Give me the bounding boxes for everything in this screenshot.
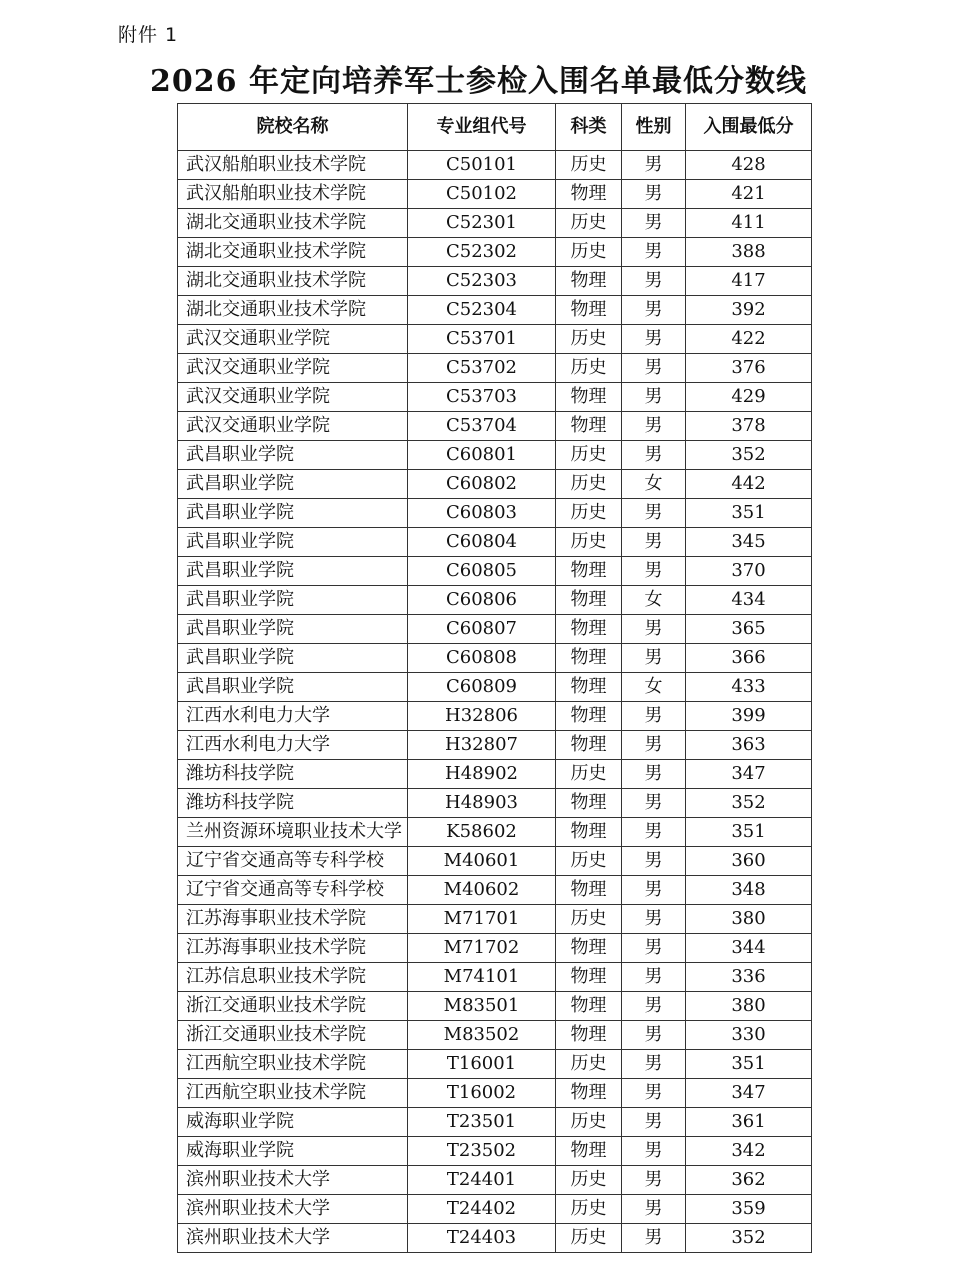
- cell-gender: 男: [622, 615, 686, 644]
- cell-group-code: T16002: [408, 1079, 556, 1108]
- cell-gender: 男: [622, 499, 686, 528]
- table-row: [178, 1166, 812, 1195]
- cell-school-name: 武昌职业学院: [178, 528, 408, 557]
- cell-gender: 男: [622, 1050, 686, 1079]
- table-row: [178, 905, 812, 934]
- cell-subject: 历史: [556, 1166, 622, 1195]
- cell-min-score: 361: [686, 1108, 812, 1137]
- table-row: [178, 267, 812, 296]
- cell-gender: 男: [622, 1137, 686, 1166]
- cell-gender: 男: [622, 325, 686, 354]
- cell-gender: 男: [622, 267, 686, 296]
- table-row: [178, 412, 812, 441]
- cell-subject: 历史: [556, 325, 622, 354]
- cell-gender: 男: [622, 963, 686, 992]
- cell-school-name: 辽宁省交通高等专科学校: [178, 876, 408, 905]
- cell-group-code: T16001: [408, 1050, 556, 1079]
- cell-gender: 男: [622, 528, 686, 557]
- cell-subject: 物理: [556, 296, 622, 325]
- table-row: [178, 586, 812, 615]
- cell-gender: 女: [622, 470, 686, 499]
- cell-group-code: M71701: [408, 905, 556, 934]
- cell-group-code: T23501: [408, 1108, 556, 1137]
- cell-gender: 男: [622, 847, 686, 876]
- table-row: [178, 615, 812, 644]
- header-school-name: 院校名称: [178, 104, 408, 151]
- cell-min-score: 417: [686, 267, 812, 296]
- cell-min-score: 347: [686, 1079, 812, 1108]
- header-group-code: 专业组代号: [408, 104, 556, 151]
- cell-school-name: 威海职业学院: [178, 1108, 408, 1137]
- cell-subject: 物理: [556, 557, 622, 586]
- cell-group-code: C53701: [408, 325, 556, 354]
- cell-subject: 物理: [556, 615, 622, 644]
- cell-subject: 物理: [556, 789, 622, 818]
- cell-gender: 男: [622, 296, 686, 325]
- cell-subject: 物理: [556, 1079, 622, 1108]
- cell-group-code: T24401: [408, 1166, 556, 1195]
- cell-school-name: 江西航空职业技术学院: [178, 1079, 408, 1108]
- cell-group-code: C60809: [408, 673, 556, 702]
- document-title: 2026 年定向培养军士参检入围名单最低分数线: [150, 64, 807, 99]
- cell-min-score: 370: [686, 557, 812, 586]
- cutoff-score-table: [177, 103, 812, 1253]
- cell-min-score: 434: [686, 586, 812, 615]
- cell-gender: 男: [622, 702, 686, 731]
- cell-school-name: 滨州职业技术大学: [178, 1224, 408, 1253]
- cell-gender: 男: [622, 876, 686, 905]
- table-row: [178, 499, 812, 528]
- table-row: [178, 1108, 812, 1137]
- cell-min-score: 330: [686, 1021, 812, 1050]
- cell-min-score: 342: [686, 1137, 812, 1166]
- cell-gender: 男: [622, 238, 686, 267]
- cell-min-score: 380: [686, 905, 812, 934]
- header-min-score: 入围最低分: [686, 104, 812, 151]
- table-row: [178, 673, 812, 702]
- table-row: [178, 180, 812, 209]
- cell-school-name: 江苏海事职业技术学院: [178, 934, 408, 963]
- cell-min-score: 421: [686, 180, 812, 209]
- cell-subject: 历史: [556, 209, 622, 238]
- table-row: [178, 470, 812, 499]
- cell-school-name: 湖北交通职业技术学院: [178, 238, 408, 267]
- cell-school-name: 江西水利电力大学: [178, 702, 408, 731]
- table-row: [178, 992, 812, 1021]
- table-row: [178, 731, 812, 760]
- table-row: [178, 325, 812, 354]
- table-row: [178, 789, 812, 818]
- cell-group-code: C52302: [408, 238, 556, 267]
- cell-group-code: M74101: [408, 963, 556, 992]
- header-subject: 科类: [556, 104, 622, 151]
- cell-min-score: 362: [686, 1166, 812, 1195]
- cell-school-name: 武昌职业学院: [178, 499, 408, 528]
- cell-group-code: M83501: [408, 992, 556, 1021]
- cell-subject: 历史: [556, 151, 622, 180]
- cell-school-name: 武昌职业学院: [178, 586, 408, 615]
- cell-gender: 男: [622, 760, 686, 789]
- cell-subject: 历史: [556, 238, 622, 267]
- cell-gender: 男: [622, 1079, 686, 1108]
- cell-school-name: 江苏信息职业技术学院: [178, 963, 408, 992]
- cell-school-name: 潍坊科技学院: [178, 760, 408, 789]
- cell-school-name: 湖北交通职业技术学院: [178, 296, 408, 325]
- cell-gender: 男: [622, 412, 686, 441]
- cell-school-name: 武汉交通职业学院: [178, 354, 408, 383]
- cell-group-code: H32807: [408, 731, 556, 760]
- cell-group-code: C53702: [408, 354, 556, 383]
- table-header-row: [178, 104, 812, 151]
- cell-subject: 物理: [556, 586, 622, 615]
- attachment-label: 附件 1: [118, 24, 179, 46]
- cell-gender: 男: [622, 557, 686, 586]
- cell-school-name: 江西水利电力大学: [178, 731, 408, 760]
- cell-min-score: 363: [686, 731, 812, 760]
- cell-school-name: 武汉交通职业学院: [178, 383, 408, 412]
- cell-school-name: 江苏海事职业技术学院: [178, 905, 408, 934]
- table-row: [178, 702, 812, 731]
- cell-group-code: C52303: [408, 267, 556, 296]
- table-row: [178, 1137, 812, 1166]
- cell-min-score: 392: [686, 296, 812, 325]
- table-body: [178, 151, 812, 1253]
- cell-school-name: 武汉船舶职业技术学院: [178, 180, 408, 209]
- table-row: [178, 528, 812, 557]
- cell-subject: 历史: [556, 441, 622, 470]
- cell-subject: 物理: [556, 383, 622, 412]
- table-row: [178, 934, 812, 963]
- cell-group-code: C60801: [408, 441, 556, 470]
- cell-group-code: H32806: [408, 702, 556, 731]
- table-row: [178, 1195, 812, 1224]
- cell-min-score: 433: [686, 673, 812, 702]
- cell-min-score: 378: [686, 412, 812, 441]
- cell-subject: 历史: [556, 528, 622, 557]
- cell-subject: 物理: [556, 702, 622, 731]
- cell-school-name: 武汉交通职业学院: [178, 412, 408, 441]
- cell-gender: 男: [622, 905, 686, 934]
- table-row: [178, 818, 812, 847]
- cell-school-name: 武昌职业学院: [178, 644, 408, 673]
- cell-school-name: 武汉交通职业学院: [178, 325, 408, 354]
- cell-gender: 男: [622, 1021, 686, 1050]
- cell-subject: 物理: [556, 934, 622, 963]
- cell-min-score: 359: [686, 1195, 812, 1224]
- cell-min-score: 351: [686, 818, 812, 847]
- cell-subject: 物理: [556, 731, 622, 760]
- cell-min-score: 351: [686, 499, 812, 528]
- table-row: [178, 151, 812, 180]
- cell-group-code: C52304: [408, 296, 556, 325]
- cell-subject: 物理: [556, 876, 622, 905]
- cell-group-code: C53704: [408, 412, 556, 441]
- cell-gender: 女: [622, 586, 686, 615]
- table-row: [178, 1224, 812, 1253]
- cell-subject: 历史: [556, 1224, 622, 1253]
- cell-subject: 物理: [556, 644, 622, 673]
- cell-group-code: C60803: [408, 499, 556, 528]
- cell-gender: 男: [622, 354, 686, 383]
- cell-min-score: 347: [686, 760, 812, 789]
- cell-min-score: 366: [686, 644, 812, 673]
- cell-subject: 物理: [556, 1021, 622, 1050]
- cell-min-score: 345: [686, 528, 812, 557]
- cell-school-name: 浙江交通职业技术学院: [178, 1021, 408, 1050]
- cell-min-score: 442: [686, 470, 812, 499]
- cell-gender: 男: [622, 644, 686, 673]
- table-row: [178, 209, 812, 238]
- table-row: [178, 354, 812, 383]
- cell-gender: 男: [622, 1108, 686, 1137]
- cell-gender: 男: [622, 818, 686, 847]
- cell-min-score: 336: [686, 963, 812, 992]
- cell-subject: 物理: [556, 180, 622, 209]
- cell-subject: 历史: [556, 1195, 622, 1224]
- cell-gender: 男: [622, 441, 686, 470]
- cell-min-score: 422: [686, 325, 812, 354]
- cell-min-score: 376: [686, 354, 812, 383]
- cell-group-code: T24402: [408, 1195, 556, 1224]
- cell-min-score: 360: [686, 847, 812, 876]
- cell-school-name: 滨州职业技术大学: [178, 1166, 408, 1195]
- cell-subject: 历史: [556, 470, 622, 499]
- cell-group-code: M40602: [408, 876, 556, 905]
- cell-gender: 男: [622, 180, 686, 209]
- table-row: [178, 383, 812, 412]
- cell-group-code: C60804: [408, 528, 556, 557]
- cell-school-name: 武昌职业学院: [178, 470, 408, 499]
- cell-group-code: T24403: [408, 1224, 556, 1253]
- cell-school-name: 江西航空职业技术学院: [178, 1050, 408, 1079]
- cell-gender: 男: [622, 731, 686, 760]
- cell-school-name: 滨州职业技术大学: [178, 1195, 408, 1224]
- cell-subject: 历史: [556, 847, 622, 876]
- cell-subject: 历史: [556, 499, 622, 528]
- cell-subject: 历史: [556, 760, 622, 789]
- cell-gender: 男: [622, 992, 686, 1021]
- cell-group-code: C60808: [408, 644, 556, 673]
- cell-group-code: H48903: [408, 789, 556, 818]
- cell-school-name: 湖北交通职业技术学院: [178, 267, 408, 296]
- cell-subject: 物理: [556, 818, 622, 847]
- table-row: [178, 238, 812, 267]
- cell-gender: 男: [622, 789, 686, 818]
- cell-group-code: M40601: [408, 847, 556, 876]
- cell-group-code: C60805: [408, 557, 556, 586]
- cell-subject: 物理: [556, 963, 622, 992]
- cell-min-score: 352: [686, 441, 812, 470]
- cell-group-code: M71702: [408, 934, 556, 963]
- cell-school-name: 潍坊科技学院: [178, 789, 408, 818]
- cell-min-score: 352: [686, 1224, 812, 1253]
- table-row: [178, 847, 812, 876]
- table-row: [178, 557, 812, 586]
- cell-min-score: 352: [686, 789, 812, 818]
- table-row: [178, 876, 812, 905]
- cell-gender: 男: [622, 209, 686, 238]
- table-row: [178, 441, 812, 470]
- cell-school-name: 浙江交通职业技术学院: [178, 992, 408, 1021]
- cell-school-name: 武昌职业学院: [178, 615, 408, 644]
- cell-min-score: 348: [686, 876, 812, 905]
- cell-school-name: 武汉船舶职业技术学院: [178, 151, 408, 180]
- cell-min-score: 365: [686, 615, 812, 644]
- table-row: [178, 760, 812, 789]
- cell-group-code: C60806: [408, 586, 556, 615]
- cell-min-score: 351: [686, 1050, 812, 1079]
- cell-subject: 物理: [556, 992, 622, 1021]
- cell-group-code: C60807: [408, 615, 556, 644]
- cell-group-code: C50101: [408, 151, 556, 180]
- cell-gender: 男: [622, 934, 686, 963]
- cell-gender: 女: [622, 673, 686, 702]
- table-row: [178, 1021, 812, 1050]
- cell-group-code: M83502: [408, 1021, 556, 1050]
- cell-min-score: 388: [686, 238, 812, 267]
- cell-min-score: 399: [686, 702, 812, 731]
- cell-subject: 历史: [556, 1050, 622, 1079]
- header-gender: 性别: [622, 104, 686, 151]
- cell-subject: 物理: [556, 267, 622, 296]
- table-row: [178, 1050, 812, 1079]
- cell-group-code: C52301: [408, 209, 556, 238]
- cell-school-name: 武昌职业学院: [178, 673, 408, 702]
- table-row: [178, 644, 812, 673]
- cell-group-code: C53703: [408, 383, 556, 412]
- cell-group-code: C50102: [408, 180, 556, 209]
- cell-subject: 物理: [556, 412, 622, 441]
- cell-subject: 物理: [556, 1137, 622, 1166]
- cell-gender: 男: [622, 151, 686, 180]
- cell-group-code: H48902: [408, 760, 556, 789]
- table-row: [178, 1079, 812, 1108]
- table-row: [178, 296, 812, 325]
- cell-gender: 男: [622, 383, 686, 412]
- cell-gender: 男: [622, 1166, 686, 1195]
- cell-school-name: 威海职业学院: [178, 1137, 408, 1166]
- cell-subject: 物理: [556, 673, 622, 702]
- cell-min-score: 429: [686, 383, 812, 412]
- cell-min-score: 344: [686, 934, 812, 963]
- cell-school-name: 辽宁省交通高等专科学校: [178, 847, 408, 876]
- cell-group-code: C60802: [408, 470, 556, 499]
- cell-min-score: 380: [686, 992, 812, 1021]
- cell-group-code: K58602: [408, 818, 556, 847]
- table-row: [178, 963, 812, 992]
- cell-subject: 历史: [556, 905, 622, 934]
- cell-school-name: 武昌职业学院: [178, 557, 408, 586]
- cell-min-score: 411: [686, 209, 812, 238]
- cell-min-score: 428: [686, 151, 812, 180]
- cell-gender: 男: [622, 1195, 686, 1224]
- cell-school-name: 兰州资源环境职业技术大学: [178, 818, 408, 847]
- cell-school-name: 湖北交通职业技术学院: [178, 209, 408, 238]
- cell-gender: 男: [622, 1224, 686, 1253]
- cell-group-code: T23502: [408, 1137, 556, 1166]
- cell-subject: 历史: [556, 1108, 622, 1137]
- cell-school-name: 武昌职业学院: [178, 441, 408, 470]
- cell-subject: 历史: [556, 354, 622, 383]
